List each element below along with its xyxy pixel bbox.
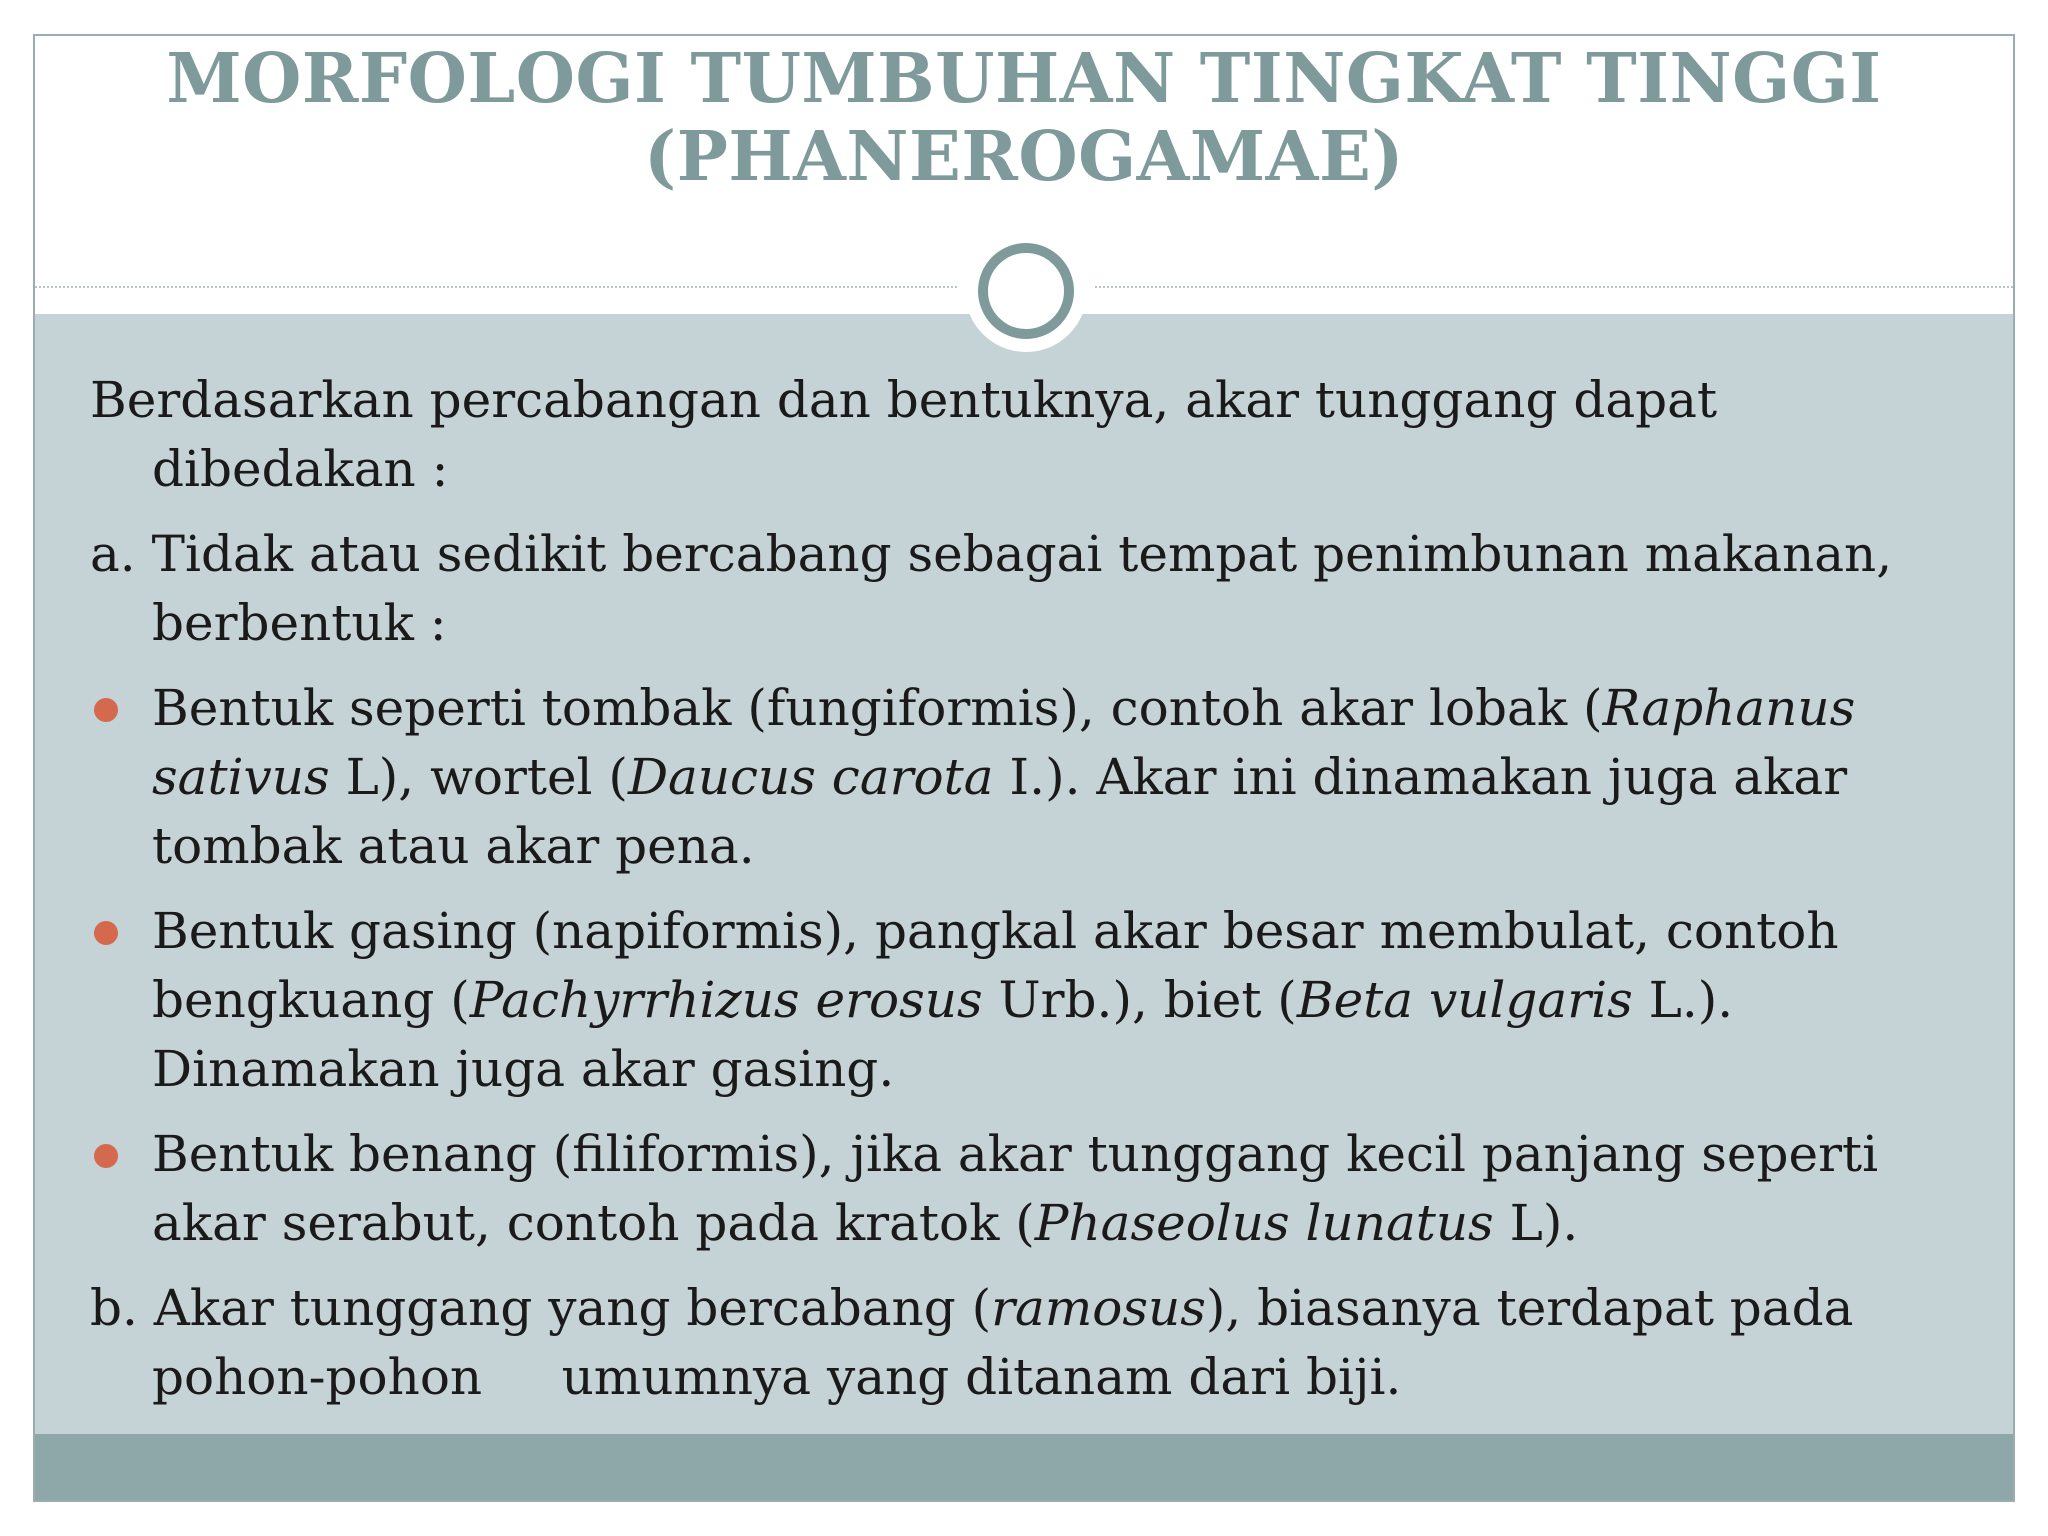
bullet-dot-icon xyxy=(94,1144,118,1168)
intro-paragraph: Berdasarkan percabangan dan bentuknya, akar tunggang dapat dibedakan : xyxy=(90,371,1718,498)
title-line-2: (PHANEROGAMAE) xyxy=(644,117,1404,197)
bullet-item-filiformis xyxy=(90,1120,1970,1258)
item-a-paragraph: a. Tidak atau sedikit bercabang sebagai tempat penimbunan makanan, berbentuk : xyxy=(90,525,1893,652)
circle-ornament-icon xyxy=(978,243,1074,339)
species-name: Daucus carota xyxy=(627,748,994,806)
bullet-text: Bentuk gasing (napiformis), pangkal akar besar membulat, contoh bengkuang ( xyxy=(152,902,1839,1029)
slide-title xyxy=(35,36,2013,196)
bullet-item-napiformis xyxy=(90,897,1970,1104)
species-name: ramosus xyxy=(991,1279,1206,1337)
bullet-item-fungiformis xyxy=(90,674,1970,881)
bullet-text: L). xyxy=(1493,1194,1579,1252)
item-b-paragraph xyxy=(90,1274,1970,1412)
species-name: Raphanus sativus xyxy=(152,679,1856,806)
bullet-text: Bentuk benang (filiformis), jika akar tunggang kecil panjang seperti akar serabut, contoh pada kratok ( xyxy=(152,1125,1879,1252)
species-name: Beta vulgaris xyxy=(1296,971,1633,1029)
bullet-text: L), wortel ( xyxy=(329,748,628,806)
slide xyxy=(33,34,2015,1502)
title-divider-right xyxy=(1095,286,2015,288)
bullet-text: Urb.), biet ( xyxy=(982,971,1297,1029)
bullet-text: L.). Dinamakan juga akar gasing. xyxy=(152,971,1734,1098)
bullet-text: Bentuk seperti tombak (fungiformis), contoh akar lobak ( xyxy=(152,679,1603,737)
footer-band xyxy=(35,1434,2013,1502)
species-name: Phaseolus lunatus xyxy=(1034,1194,1494,1252)
species-name: Pachyrrhizus erosus xyxy=(469,971,983,1029)
title-divider-left xyxy=(35,286,957,288)
title-line-1: MORFOLOGI TUMBUHAN TINGKAT TINGGI xyxy=(166,39,1882,119)
body-text xyxy=(90,366,1970,1428)
bullet-dot-icon xyxy=(94,921,118,945)
paragraph-text: b. Akar tunggang yang bercabang ( xyxy=(90,1279,992,1337)
bullet-dot-icon xyxy=(94,698,118,722)
paragraph-text: ), biasanya terdapat pada pohon-pohon umumnya yang ditanam dari biji. xyxy=(152,1279,1870,1406)
bullet-text: I.). Akar ini dinamakan juga akar tombak atau akar pena. xyxy=(152,748,1848,875)
